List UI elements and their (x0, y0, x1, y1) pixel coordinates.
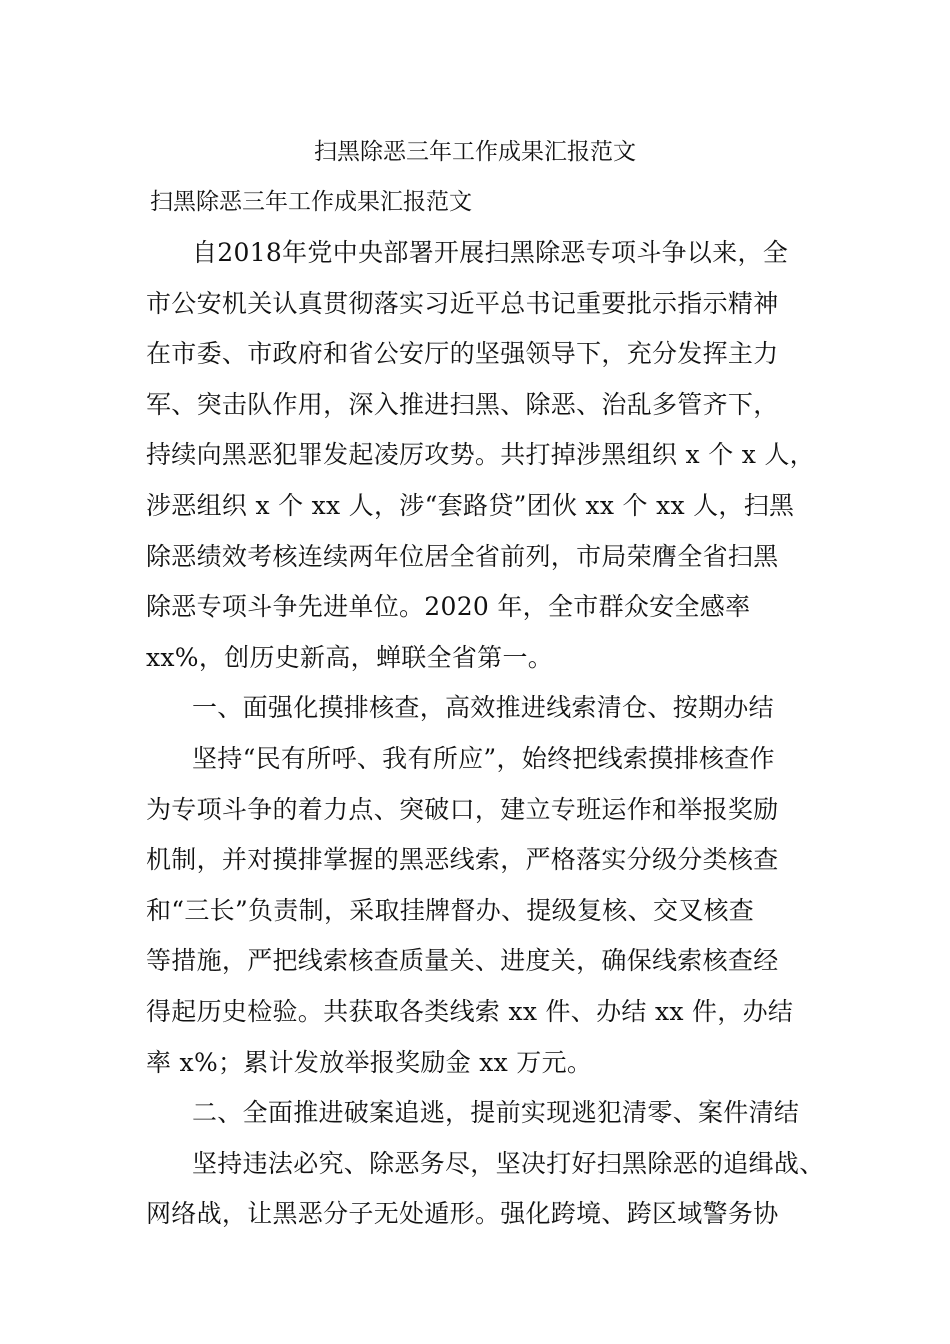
paragraph-line: 持续向黑恶犯罪发起凌厉攻势。共打掉涉黑组织 x 个 x 人， (146, 440, 815, 470)
paragraph-line: 自2018年党中央部署开展扫黑除恶专项斗争以来，全 (192, 238, 789, 267)
document-body (146, 228, 826, 1240)
paragraph-line: 除恶专项斗争先进单位。2020 年，全市群众安全感率 (146, 592, 751, 622)
document-subtitle: 扫黑除恶三年工作成果汇报范文 (150, 189, 472, 215)
paragraph-line: 涉恶组织 x 个 xx 人，涉“套路贷”团伙 xx 个 xx 人，扫黑 (146, 490, 795, 520)
paragraph-line: 得起历史检验。共获取各类线索 xx 件、办结 xx 件，办结 (146, 996, 794, 1026)
paragraph-line: 网络战，让黑恶分子无处遁形。强化跨境、跨区域警务协 (146, 1199, 779, 1229)
paragraph-line: 坚持“民有所呼、我有所应”，始终把线索摸排核查作 (192, 743, 775, 773)
paragraph-line: 机制，并对摸排掌握的黑恶线索，严格落实分级分类核查 (146, 845, 779, 875)
paragraph-line: 军、突击队作用，深入推进扫黑、除恶、治乱多管齐下， (146, 389, 779, 419)
document-title: 扫黑除恶三年工作成果汇报范文 (314, 139, 636, 165)
paragraph-line: 为专项斗争的着力点、突破口，建立专班运作和举报奖励 (146, 794, 779, 824)
paragraph-line: 率 x%；累计发放举报奖励金 xx 万元。 (146, 1047, 593, 1077)
paragraph-line: 坚持违法必究、除恶务尽，坚决打好扫黑除恶的追缉战、 (192, 1148, 825, 1178)
section-heading: 二、全面推进破案追逃，提前实现逃犯清零、案件清结 (192, 1098, 800, 1128)
paragraph-line: 市公安机关认真贯彻落实习近平总书记重要批示指示精神 (146, 288, 779, 318)
paragraph-line: 等措施，严把线索核查质量关、进度关，确保线索核查经 (146, 946, 779, 976)
paragraph-line: 和“三长”负责制，采取挂牌督办、提级复核、交叉核查 (146, 895, 755, 925)
paragraph-line: 在市委、市政府和省公安厅的坚强领导下，充分发挥主力 (146, 339, 779, 369)
paragraph-line: 除恶绩效考核连续两年位居全省前列，市局荣膺全省扫黑 (146, 541, 779, 571)
section-heading: 一、面强化摸排核查，高效推进线索清仓、按期办结 (192, 693, 774, 723)
paragraph-line: xx%，创历史新高，蝉联全省第一。 (146, 642, 554, 672)
